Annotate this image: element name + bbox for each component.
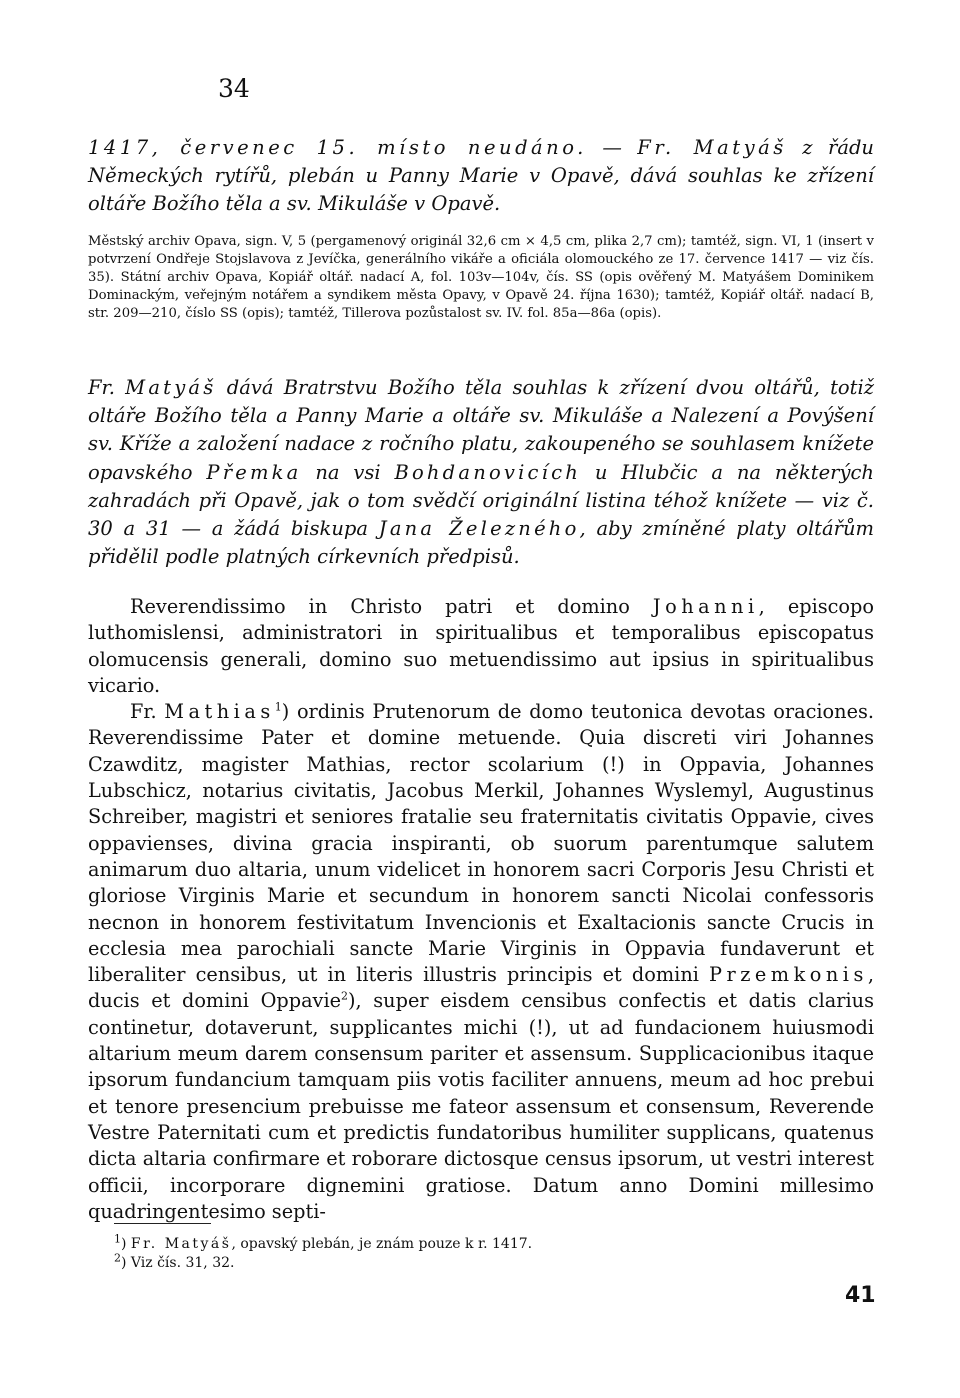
heading-author: Fr. Matyáš: [637, 136, 787, 159]
footnote-2: [114, 1251, 814, 1273]
name-przemkonis: Przemkonis: [709, 963, 868, 987]
footnote-text: , opavský plebán, je znám pouze k r. 1417.: [231, 1236, 533, 1252]
charter-paragraph-1: [88, 594, 874, 699]
paragraph-text: Fr.: [130, 700, 165, 724]
charter-paragraph-2: [88, 699, 874, 1225]
abstract-text: Fr.: [88, 376, 126, 399]
paragraph-text: ) ordinis Prutenorum de domo teutonica devotas oraciones. Reverendissime Pater et domine metuende. Quia discreti viri Johannes Czawditz, magister Mathias, rector scolarium (!) in Oppavia, Johannes Lubschicz, notarius civitatis, Jacobus Merkil, Johannes Wyslemyl, Augustinus Schreiber, magistri et seniores fratalie seu fraternitatis civitatis Oppavie, cives oppavienses, divina gracia inspiranti, ob suorum parentumque salutem animarum duo altaria, unum videlicet in honorem sacri Corporis Jesu Christi et gloriose Virginis Marie et secundum in honorem sancti Nicolai confessoris necnon in honorem festivitatum Invencionis et Exaltacionis sancte Crucis in ecclesia mea parochiali sancte Marie Virginis in Oppavia fundaverunt et liberaliter censibus, ut in literis illustris principis et domini: [88, 700, 875, 987]
paragraph-text: , episcopo luthomislensi, administratori in spiritualibus et temporalibus episcopatus olomucensis generali, domino suo metuendissimo aut ipsius in spiritualibus vicario.: [88, 595, 874, 697]
paragraph-text: Reverendissimo in Christo patri et domino: [130, 595, 653, 618]
heading-rest: z řádu Německých rytířů, plebán u Panny Marie v Opavě, dává souhlas ke zřízení oltáře Božího těla a sv. Mikuláše v Opavě.: [88, 136, 874, 215]
abstract-text: , aby zmíněné platy oltářům přidělil podle platných církevních předpisů.: [88, 517, 875, 569]
abstract-text: na vsi: [301, 460, 395, 484]
footnote-number: 2: [114, 1251, 121, 1265]
footnote-name: Fr. Matyáš: [130, 1236, 232, 1252]
name-johannes: Johanni: [652, 595, 759, 618]
heading-dash: —: [586, 136, 638, 159]
page-number: 34: [218, 74, 250, 103]
document-heading: [88, 134, 874, 218]
signature-mark: 41: [845, 1283, 876, 1308]
abstract-name-matyas: Matyáš: [125, 376, 217, 399]
abstract-text: u Hlubčic a na některých zahradách při Opavě, jak o tom svědčí originální listina téhož knížete — viz č. 30 a 31 — a žádá biskupa: [88, 460, 874, 541]
latin-charter-text: [88, 594, 874, 1225]
abstract-text: dává Bratrstvu Božího těla souhlas k zřízení dvou oltářů, totiž oltáře Božího těla a Panny Marie a oltáře sv. Mikuláše a Nalezení a Povýšení sv. Kříže a založení nadace z ročního platu, zakoupeného se souhlasem knížete opavského: [88, 376, 874, 484]
heading-date: 1417, červenec 15. místo neudáno.: [88, 136, 587, 159]
footnotes: [114, 1232, 814, 1273]
paragraph-text: , ducis et domini Oppavie: [88, 963, 874, 1013]
footnote-1: [114, 1232, 814, 1254]
footnote-ref-2: 2: [341, 990, 349, 1004]
paragraph-text: ), super eisdem censibus confectis et datis clarius continetur, dotaverunt, supplicantes michi (!), ut ad fundacionem huiusmodi altarium meum darem consensum pariter et assensum. Supplicacionibus itaque ipsorum fundancium tamquam piis votis faciliter annuens, meum ad hoc prebui et tenore presencium prebuisse me fateor assensum et consensum, Reverende Vestre Paternitati cum et predictis fundatoribus humiliter supplicans, quatenus dicta altaria confirmare et roborare dictosque census ipsorum, ut vestri interest officii, incorporare dignemini gratiose. Datum anno Domini millesimo quadringentesimo septi-: [88, 989, 874, 1223]
abstract-name-jan-zelezny: Jana Železného: [378, 517, 580, 541]
abstract-name-premek: Přemka: [206, 460, 302, 484]
footnote-number: 1: [114, 1232, 121, 1246]
footnote-divider: [114, 1223, 211, 1224]
source-references: Městský archiv Opava, sign. V, 5 (pergamenový originál 32,6 cm × 4,5 cm, plika 2,7 cm); tamtéž, sign. VI, 1 (insert v potvrzení Ondřeje Stojslavova z Jevíčka, generálního vikáře a oficiála olomouckého ze 17. července 1417 — viz čís. 35). Státní archiv Opava, Kopiář oltář. nadací A, fol. 103v—104v, čís. SS (opis ověřený M. Matyášem Dominikem Dominackým, veřejným notářem a syndikem města Opavy, v Opavě 24. října 1630); tamtéž, Kopiář oltář. nadací B, str. 209—210, číslo SS (opis); tamtéž, Tillerova pozůstalost sv. IV. fol. 85a—86a (opis).: [88, 234, 874, 321]
czech-abstract: [88, 374, 874, 571]
footnote-ref-1: 1: [274, 700, 282, 714]
footnote-text: ) Viz čís. 31, 32.: [121, 1255, 235, 1271]
footnote-text: ): [121, 1236, 131, 1252]
abstract-place-bohdanovice: Bohdanovicích: [394, 460, 581, 484]
name-mathias: Mathias: [164, 700, 275, 724]
